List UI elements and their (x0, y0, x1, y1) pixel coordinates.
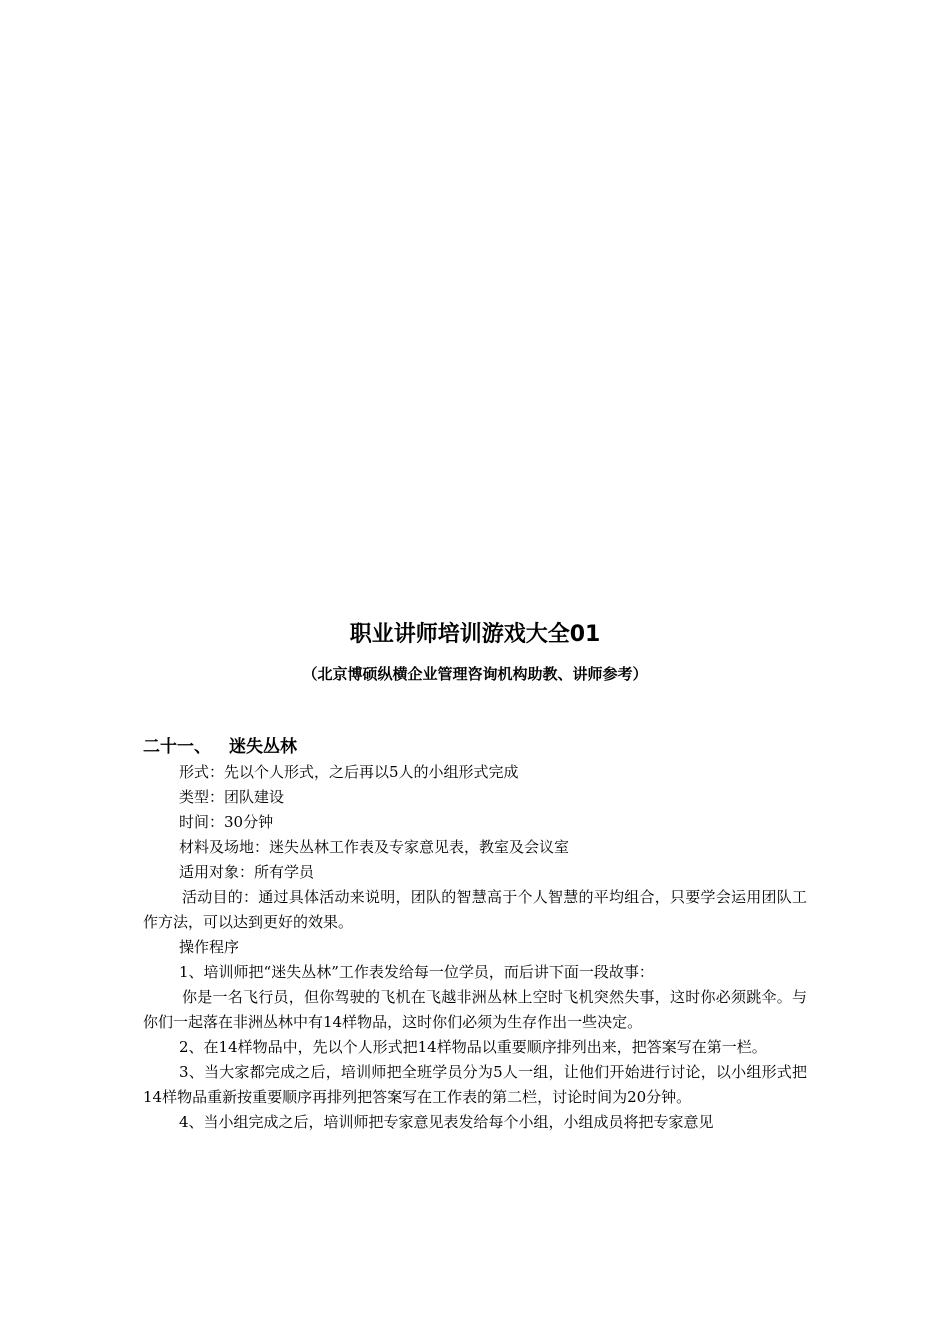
paragraph-time: 时间：30分钟 (179, 813, 274, 831)
paragraph-purpose: 活动目的：通过具体活动来说明，团队的智慧高于个人智慧的平均组合，只要学会运用团队工作方法，可以达到更好的效果。 (143, 888, 807, 931)
paragraph-step-1: 1、培训师把“迷失丛林”工作表发给每一位学员，而后讲下面一段故事： (179, 963, 654, 981)
document-body (143, 760, 807, 1135)
section-heading (143, 735, 297, 759)
document-title: 职业讲师培训游戏大全01 (349, 622, 601, 647)
paragraph-format: 形式：先以个人形式，之后再以5人的小组形式完成 (179, 763, 519, 781)
paragraph-story: 你是一名飞行员，但你驾驶的飞机在飞越非洲丛林上空时飞机突然失事，这时你必须跳伞。与你们一起落在非洲丛林中有14样物品，这时你们必须为生存作出一些决定。 (143, 988, 807, 1031)
paragraph-step-2: 2、在14样物品中，先以个人形式把14样物品以重要顺序排列出来，把答案写在第一栏。 (179, 1038, 767, 1056)
paragraph-audience: 适用对象：所有学员 (179, 863, 315, 881)
section-title: 迷失丛林 (229, 737, 297, 757)
paragraph-step-3: 3、当大家都完成之后，培训师把全班学员分为5人一组，让他们开始进行讨论，以小组形式把14样物品重新按重要顺序再排列把答案写在工作表的第二栏，讨论时间为20分钟。 (143, 1063, 807, 1106)
document-subtitle: （北京博硕纵横企业管理咨询机构助教、讲师参考） (302, 665, 648, 683)
section-number: 二十一、 (143, 737, 211, 757)
paragraph-step-4: 4、当小组完成之后，培训师把专家意见表发给每个小组，小组成员将把专家意见 (179, 1113, 714, 1131)
paragraph-materials: 材料及场地：迷失丛林工作表及专家意见表，教室及会议室 (179, 838, 570, 856)
paragraph-procedure-heading: 操作程序 (179, 938, 240, 956)
paragraph-type: 类型：团队建设 (179, 788, 285, 806)
